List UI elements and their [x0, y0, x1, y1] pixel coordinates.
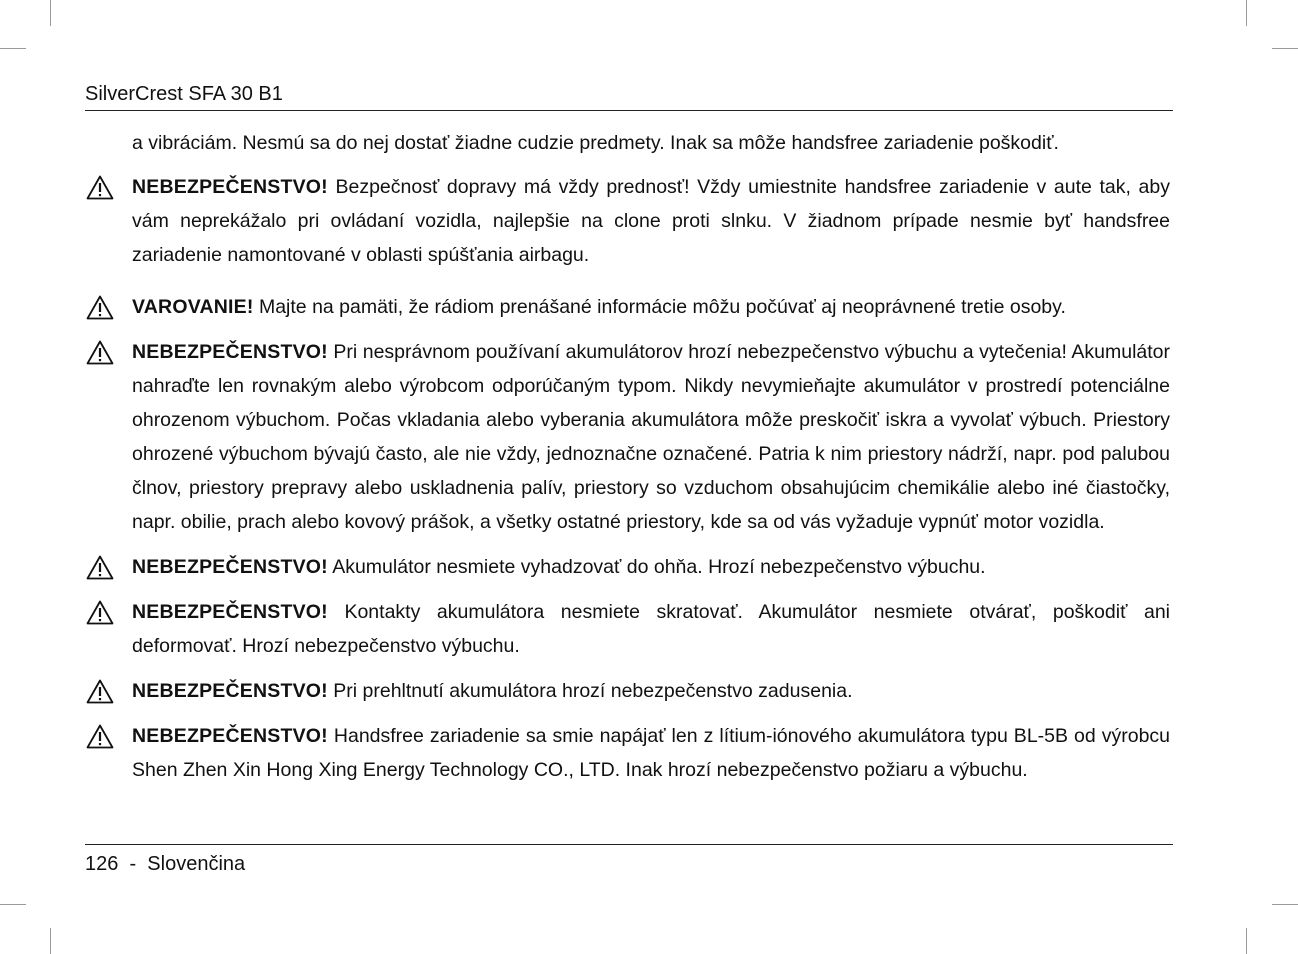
- warning-triangle-icon: [86, 295, 114, 320]
- warning-keyword: NEBEZPEČENSTVO!: [132, 680, 328, 702]
- crop-mark: [50, 0, 51, 26]
- warning-paragraph: [86, 550, 1170, 584]
- warning-paragraph: [86, 674, 1170, 708]
- warning-triangle-icon: [86, 340, 114, 365]
- paragraph: [86, 126, 1170, 160]
- warning-triangle-icon: [86, 555, 114, 580]
- warning-keyword: NEBEZPEČENSTVO!: [132, 601, 328, 623]
- crop-mark: [1246, 928, 1247, 954]
- paragraph-text: Handsfree zariadenie sa smie napájať len z lítium-iónového akumulátora typu BL-5B od výrobcu Shen Zhen Xin Hong Xing Energy Technology CO., LTD. Inak hrozí nebezpečenstvo požiaru a výbuchu.: [132, 725, 1171, 781]
- crop-mark: [1246, 0, 1247, 26]
- warning-keyword: NEBEZPEČENSTVO!: [132, 556, 328, 578]
- page-header: [85, 82, 1173, 111]
- warning-triangle-icon: [86, 724, 114, 749]
- warning-triangle-icon: [86, 679, 114, 704]
- warning-triangle-icon: [86, 175, 114, 200]
- paragraph-text: a vibráciám. Nesmú sa do nej dostať žiadne cudzie predmety. Inak sa môže handsfree zariadenie poškodiť.: [132, 132, 1059, 154]
- header-title: SilverCrest SFA 30 B1: [85, 83, 283, 105]
- crop-mark: [1272, 48, 1298, 49]
- footer-rule: [85, 844, 1173, 845]
- paragraph-text: Pri nesprávnom používaní akumulátorov hrozí nebezpečenstvo výbuchu a vytečenia! Akumulátor nahraďte len rovnakým alebo výrobcom odporúčaným typom. Nikdy nevymieňajte akumulátor v prostredí potenciálne ohrozenom výbuchom. Počas vkladania alebo vyberania akumulátora môže preskočiť iskra a vyvolať výbuch. Priestory ohrozené výbuchom bývajú často, ale nie vždy, jednoznačne označené. Patria k nim priestory nádrží, napr. pod palubou člnov, priestory prepravy alebo uskladnenia palív, priestory so vzduchom obsahujúcim chemikálie alebo iné čiastočky, napr. obilie, prach alebo kovový prášok, a všetky ostatné priestory, kde sa od vás vyžaduje vypnúť motor vozidla.: [132, 341, 1171, 533]
- page-body: [86, 126, 1170, 798]
- warning-keyword: NEBEZPEČENSTVO!: [132, 176, 328, 198]
- crop-mark: [50, 928, 51, 954]
- warning-paragraph: [86, 595, 1170, 663]
- crop-mark: [0, 48, 26, 49]
- warning-keyword: NEBEZPEČENSTVO!: [132, 725, 328, 747]
- footer-language: Slovenčina: [147, 853, 246, 875]
- paragraph-text: Pri prehltnutí akumulátora hrozí nebezpečenstvo zadusenia.: [333, 680, 853, 702]
- paragraph-text: Kontakty akumulátora nesmiete skratovať. Akumulátor nesmiete otvárať, poškodiť ani deformovať. Hrozí nebezpečenstvo výbuchu.: [132, 601, 1170, 657]
- paragraph-text: Bezpečnosť dopravy má vždy prednosť! Vždy umiestnite handsfree zariadenie v aute tak, aby vám neprekážalo pri ovládaní vozidla, najlepšie na clone proti slnku. V žiadnom prípade nesmie byť handsfree zariadenie namontované v oblasti spúšťania airbagu.: [132, 176, 1170, 266]
- warning-paragraph: [86, 290, 1170, 324]
- crop-mark: [0, 904, 26, 905]
- warning-keyword: NEBEZPEČENSTVO!: [132, 341, 328, 363]
- warning-paragraph: [86, 335, 1170, 539]
- page-number: 126: [85, 853, 119, 875]
- warning-paragraph: [86, 170, 1170, 272]
- paragraph-text: Akumulátor nesmiete vyhadzovať do ohňa. Hrozí nebezpečenstvo výbuchu.: [332, 556, 986, 578]
- paragraph-text: Majte na pamäti, že rádiom prenášané informácie môžu počúvať aj neoprávnené tretie osoby.: [258, 296, 1066, 318]
- footer-separator: -: [129, 853, 137, 875]
- page-footer: [85, 852, 245, 876]
- warning-keyword: VAROVANIE!: [132, 296, 254, 318]
- crop-mark: [1272, 904, 1298, 905]
- warning-paragraph: [86, 719, 1170, 787]
- warning-triangle-icon: [86, 600, 114, 625]
